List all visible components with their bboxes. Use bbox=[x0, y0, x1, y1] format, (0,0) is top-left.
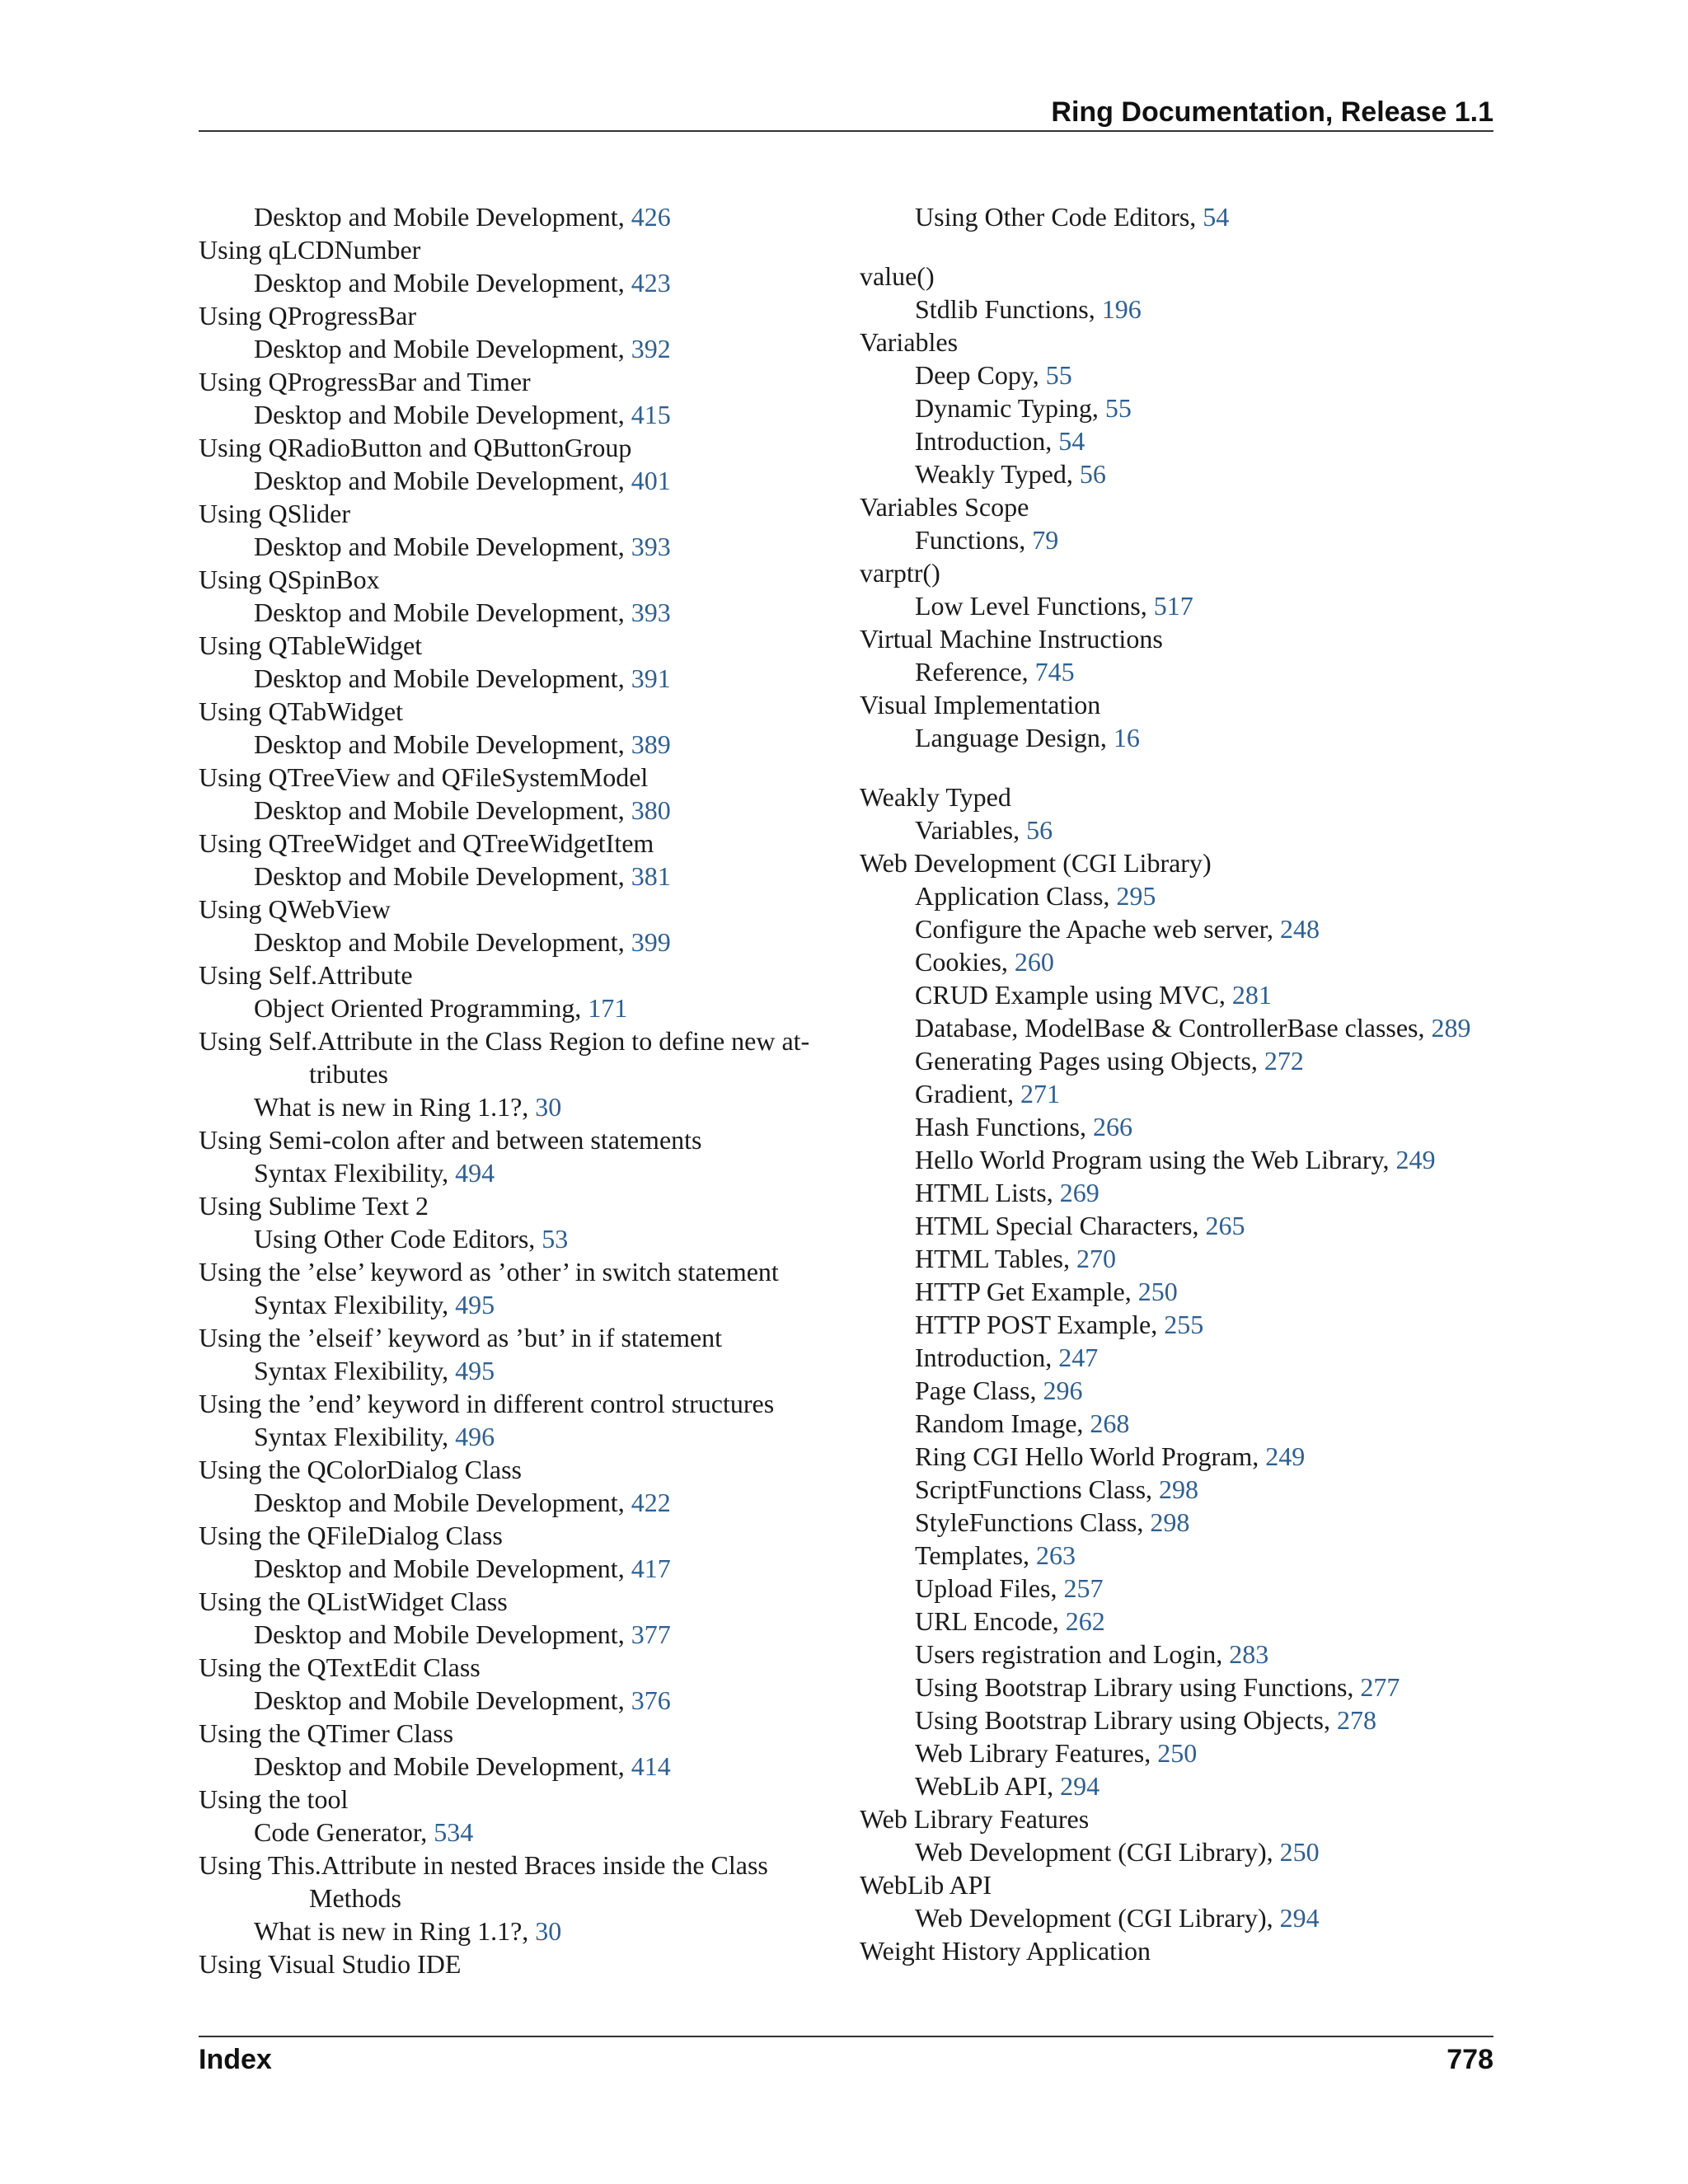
index-entry-text: Desktop and Mobile Development, bbox=[254, 466, 631, 495]
page-link[interactable]: 53 bbox=[542, 1224, 569, 1254]
page-link[interactable]: 272 bbox=[1264, 1046, 1304, 1076]
index-entry-text: Desktop and Mobile Development, bbox=[254, 729, 631, 759]
index-subentry bbox=[199, 1684, 833, 1717]
index-entry-text: What is new in Ring 1.1?, bbox=[254, 1092, 536, 1122]
index-entry-text: Using Visual Studio IDE bbox=[199, 1949, 462, 1979]
index-subentry bbox=[199, 1816, 833, 1849]
index-subentry bbox=[860, 813, 1511, 846]
index-subentry bbox=[199, 1156, 833, 1189]
index-entry bbox=[860, 688, 1511, 721]
index-subentry bbox=[199, 662, 833, 695]
index-entry bbox=[199, 1849, 833, 1882]
page-link[interactable]: 745 bbox=[1034, 657, 1075, 687]
index-subentry bbox=[860, 1176, 1511, 1209]
index-entry bbox=[199, 563, 833, 596]
page-link[interactable]: 414 bbox=[631, 1751, 671, 1781]
index-entry-text: Desktop and Mobile Development, bbox=[254, 334, 631, 363]
index-entry-text: Variables, bbox=[915, 815, 1027, 845]
page-link[interactable]: 294 bbox=[1279, 1903, 1320, 1933]
index-subentry bbox=[860, 721, 1511, 754]
index-entry bbox=[860, 260, 1511, 293]
index-entry bbox=[199, 1453, 833, 1486]
index-subentry bbox=[199, 530, 833, 563]
page-link[interactable]: 422 bbox=[631, 1488, 671, 1517]
index-entry-text: ScriptFunctions Class, bbox=[915, 1474, 1160, 1504]
page-link[interactable]: 30 bbox=[535, 1916, 562, 1946]
page-link[interactable]: 495 bbox=[455, 1290, 495, 1319]
index-subentry bbox=[199, 1750, 833, 1783]
index-entry-text: varptr() bbox=[860, 558, 940, 588]
page-link[interactable]: 54 bbox=[1203, 202, 1230, 232]
index-entry-text: Hello World Program using the Web Library, bbox=[915, 1145, 1396, 1174]
index-entry bbox=[860, 490, 1511, 523]
index-entry-text: Hash Functions, bbox=[915, 1112, 1093, 1141]
page-link[interactable]: 250 bbox=[1137, 1277, 1178, 1306]
index-entry-text: Virtual Machine Instructions bbox=[860, 624, 1163, 654]
page-link[interactable]: 248 bbox=[1280, 914, 1320, 944]
page-link[interactable]: 417 bbox=[631, 1554, 671, 1583]
index-subentry bbox=[199, 1354, 833, 1387]
page-link[interactable]: 496 bbox=[455, 1422, 495, 1451]
index-entry-text: Upload Files, bbox=[915, 1573, 1064, 1603]
page-link[interactable]: 247 bbox=[1058, 1343, 1099, 1372]
index-entry-text: Using QTreeWidget and QTreeWidgetItem bbox=[199, 828, 654, 858]
page-link[interactable]: 262 bbox=[1065, 1606, 1105, 1636]
index-subentry bbox=[199, 1552, 833, 1585]
index-entry-text: Web Development (CGI Library), bbox=[915, 1837, 1280, 1867]
index-subentry bbox=[199, 596, 833, 629]
index-entry-text: Random Image, bbox=[915, 1408, 1090, 1438]
page-link[interactable]: 281 bbox=[1231, 980, 1272, 1010]
index-entry bbox=[860, 1868, 1511, 1901]
running-footer bbox=[199, 2036, 1493, 2076]
index-entry-text: Using Bootstrap Library using Functions, bbox=[915, 1672, 1361, 1702]
index-subentry bbox=[199, 266, 833, 299]
running-header bbox=[199, 92, 1493, 132]
page-link[interactable]: 393 bbox=[631, 598, 671, 627]
index-subentry bbox=[860, 1407, 1511, 1440]
index-entry bbox=[860, 326, 1511, 359]
index-entry bbox=[199, 1189, 833, 1222]
index-subentry bbox=[199, 1486, 833, 1519]
page-link[interactable]: 266 bbox=[1093, 1112, 1132, 1141]
page-link[interactable]: 392 bbox=[631, 334, 671, 363]
index-entry bbox=[199, 1519, 833, 1552]
index-entry-text: HTTP Get Example, bbox=[915, 1277, 1138, 1306]
index-entry-text: Page Class, bbox=[915, 1376, 1043, 1405]
page-link[interactable]: 294 bbox=[1060, 1771, 1100, 1801]
index-entry-text: HTML Lists, bbox=[915, 1178, 1060, 1207]
index-entry-text: Using Self.Attribute bbox=[199, 960, 413, 990]
index-subentry bbox=[860, 1901, 1511, 1934]
index-entry-text: Variables bbox=[860, 327, 959, 357]
index-subentry bbox=[860, 655, 1511, 688]
index-subentry bbox=[860, 1638, 1511, 1671]
index-subentry bbox=[860, 945, 1511, 978]
page-link[interactable]: 269 bbox=[1059, 1178, 1100, 1207]
index-group-gap bbox=[860, 233, 1511, 260]
page-link[interactable]: 54 bbox=[1058, 426, 1085, 456]
index-subentry bbox=[199, 200, 833, 233]
index-subentry bbox=[860, 424, 1511, 457]
index-subentry bbox=[860, 1374, 1511, 1407]
index-entry bbox=[199, 1321, 833, 1354]
index-entry bbox=[199, 695, 833, 728]
index-entry-text: Desktop and Mobile Development, bbox=[254, 202, 631, 232]
index-subentry bbox=[199, 991, 833, 1024]
index-subentry bbox=[860, 978, 1511, 1011]
page-link[interactable]: 260 bbox=[1014, 947, 1054, 977]
index-entry-text: Weight History Application bbox=[860, 1936, 1151, 1966]
page-link[interactable]: 415 bbox=[631, 400, 671, 429]
index-entry-text: WebLib API, bbox=[915, 1771, 1061, 1801]
page-link[interactable]: 196 bbox=[1101, 294, 1142, 324]
index-subentry bbox=[199, 398, 833, 431]
index-entry-text: Code Generator, bbox=[254, 1817, 434, 1847]
index-subentry bbox=[860, 1011, 1511, 1044]
index-entry-text: Using the QListWidget Class bbox=[199, 1586, 508, 1616]
index-entry bbox=[860, 1802, 1511, 1835]
index-entry-text: Desktop and Mobile Development, bbox=[254, 927, 631, 957]
index-entry-text: Syntax Flexibility, bbox=[254, 1158, 456, 1188]
index-entry bbox=[199, 761, 833, 794]
index-entry-text: Using the ’end’ keyword in different control structures bbox=[199, 1389, 775, 1418]
index-entry bbox=[199, 1783, 833, 1816]
index-entry-text: Syntax Flexibility, bbox=[254, 1290, 456, 1319]
index-entry-text: Using QTableWidget bbox=[199, 630, 423, 660]
index-entry-text: Web Development (CGI Library), bbox=[915, 1903, 1280, 1933]
index-entry-text: Using the ’elseif’ keyword as ’but’ in if statement bbox=[199, 1323, 723, 1352]
index-entry bbox=[199, 629, 833, 662]
index-entry bbox=[199, 1387, 833, 1420]
index-entry-text: Desktop and Mobile Development, bbox=[254, 663, 631, 693]
page-link[interactable]: 494 bbox=[455, 1158, 495, 1188]
index-entry-text: Using the QColorDialog Class bbox=[199, 1455, 522, 1484]
index-subentry bbox=[860, 1440, 1511, 1473]
index-subentry bbox=[199, 1420, 833, 1453]
index-entry-text: Cookies, bbox=[915, 947, 1015, 977]
index-entry-text: Introduction, bbox=[915, 1343, 1059, 1372]
index-entry-text: Using Bootstrap Library using Objects, bbox=[915, 1705, 1337, 1735]
index-subentry bbox=[860, 1736, 1511, 1769]
index-subentry bbox=[860, 1769, 1511, 1802]
index-entry-text: Generating Pages using Objects, bbox=[915, 1046, 1264, 1076]
index-subentry bbox=[199, 860, 833, 893]
index-entry-text: Desktop and Mobile Development, bbox=[254, 532, 631, 561]
index-entry-text: Ring CGI Hello World Program, bbox=[915, 1441, 1266, 1471]
page-link[interactable]: 250 bbox=[1279, 1837, 1320, 1867]
index-subentry bbox=[199, 1222, 833, 1255]
index-entry-text: Using the QTimer Class bbox=[199, 1718, 454, 1748]
document-title: Ring Documentation, Release 1.1 bbox=[1051, 96, 1493, 128]
index-subentry bbox=[199, 1288, 833, 1321]
index-subentry bbox=[860, 1275, 1511, 1308]
page-link[interactable]: 263 bbox=[1036, 1540, 1076, 1570]
index-entry bbox=[199, 299, 833, 332]
index-entry-text: Using QSlider bbox=[199, 499, 350, 528]
index-column-left bbox=[199, 200, 833, 1980]
index-entry-text: Introduction, bbox=[915, 426, 1059, 456]
index-entry-text: Using QProgressBar bbox=[199, 301, 416, 330]
index-entry-text: Desktop and Mobile Development, bbox=[254, 795, 631, 825]
index-subentry bbox=[860, 1506, 1511, 1539]
index-entry bbox=[860, 1934, 1511, 1967]
index-entry-continuation bbox=[199, 1057, 833, 1090]
index-entry-text: Templates, bbox=[915, 1540, 1037, 1570]
page-link[interactable]: 265 bbox=[1205, 1211, 1245, 1240]
footer-section: Index bbox=[199, 2044, 272, 2075]
index-entry-text: What is new in Ring 1.1?, bbox=[254, 1916, 536, 1946]
index-entry-text: Desktop and Mobile Development, bbox=[254, 598, 631, 627]
index-entry-text: HTML Special Characters, bbox=[915, 1211, 1206, 1240]
index-entry bbox=[860, 622, 1511, 655]
index-entry-text: Using QSpinBox bbox=[199, 565, 380, 594]
index-entry-text: WebLib API bbox=[860, 1870, 992, 1900]
page-link[interactable]: 56 bbox=[1026, 815, 1053, 845]
index-entry-text: Database, ModelBase & ControllerBase classes, bbox=[915, 1013, 1432, 1043]
page-link[interactable]: 30 bbox=[535, 1092, 562, 1122]
index-entry-text: Using the QTextEdit Class bbox=[199, 1652, 481, 1682]
page-link[interactable]: 277 bbox=[1360, 1672, 1400, 1702]
index-entry bbox=[199, 1123, 833, 1156]
page-link[interactable]: 517 bbox=[1153, 591, 1193, 621]
index-entry-text: Desktop and Mobile Development, bbox=[254, 1554, 631, 1583]
index-entry-text: Reference, bbox=[915, 657, 1035, 687]
index-subentry bbox=[199, 332, 833, 365]
page-link[interactable]: 380 bbox=[631, 795, 671, 825]
index-entry-text: Using Semi-colon after and between statements bbox=[199, 1125, 702, 1155]
page-link[interactable]: 268 bbox=[1090, 1408, 1130, 1438]
index-entry-text: HTTP POST Example, bbox=[915, 1310, 1165, 1339]
index-subentry bbox=[199, 1618, 833, 1651]
index-subentry bbox=[860, 1605, 1511, 1638]
index-entry-text: Weakly Typed, bbox=[915, 459, 1080, 489]
index-entry bbox=[860, 780, 1511, 813]
page-link[interactable]: 376 bbox=[631, 1685, 671, 1715]
index-entry-text: Syntax Flexibility, bbox=[254, 1422, 456, 1451]
index-subentry bbox=[860, 1341, 1511, 1374]
page-link[interactable]: 399 bbox=[631, 927, 671, 957]
index-subentry bbox=[860, 457, 1511, 490]
index-subentry bbox=[860, 1308, 1511, 1341]
index-subentry bbox=[860, 1044, 1511, 1077]
index-entry-text: Users registration and Login, bbox=[915, 1639, 1230, 1669]
index-subentry bbox=[860, 1704, 1511, 1736]
index-entry-text: HTML Tables, bbox=[915, 1244, 1076, 1273]
index-entry-text: Syntax Flexibility, bbox=[254, 1356, 456, 1385]
index-subentry bbox=[199, 1915, 833, 1947]
index-entry-continuation bbox=[199, 1882, 833, 1915]
page-link[interactable]: 289 bbox=[1431, 1013, 1471, 1043]
index-entry-text: Visual Implementation bbox=[860, 690, 1101, 719]
index-entry bbox=[860, 846, 1511, 879]
index-subentry bbox=[860, 1671, 1511, 1704]
index-entry bbox=[199, 1024, 833, 1057]
index-entry-text: Web Library Features bbox=[860, 1804, 1090, 1834]
index-entry bbox=[199, 1947, 833, 1980]
page-link[interactable]: 56 bbox=[1079, 459, 1106, 489]
index-entry-text: Desktop and Mobile Development, bbox=[254, 268, 631, 298]
index-entry-text: Using QTabWidget bbox=[199, 696, 403, 726]
index-entry-text: Desktop and Mobile Development, bbox=[254, 861, 631, 891]
index-entry-text: Desktop and Mobile Development, bbox=[254, 1488, 631, 1517]
index-group-gap bbox=[860, 754, 1511, 780]
index-entry-text: Web Development (CGI Library) bbox=[860, 848, 1212, 878]
index-entry bbox=[199, 827, 833, 860]
page-link[interactable]: 401 bbox=[631, 466, 671, 495]
index-entry bbox=[199, 893, 833, 926]
page-link[interactable]: 250 bbox=[1157, 1738, 1198, 1768]
page-link[interactable]: 271 bbox=[1020, 1079, 1060, 1108]
index-subentry bbox=[860, 1835, 1511, 1868]
index-entry-text: Using Sublime Text 2 bbox=[199, 1191, 429, 1221]
index-entry bbox=[199, 1651, 833, 1684]
index-entry-text: Low Level Functions, bbox=[915, 591, 1154, 621]
index-entry-text: Gradient, bbox=[915, 1079, 1020, 1108]
index-entry-text: Using Other Code Editors, bbox=[915, 202, 1203, 232]
page-link[interactable]: 249 bbox=[1395, 1145, 1436, 1174]
index-entry-text: Using QTreeView and QFileSystemModel bbox=[199, 762, 649, 792]
page-link[interactable]: 295 bbox=[1116, 881, 1156, 911]
page-link[interactable]: 423 bbox=[631, 268, 671, 298]
index-entry-text: Desktop and Mobile Development, bbox=[254, 400, 631, 429]
index-entry-text: Language Design, bbox=[915, 723, 1114, 752]
page-link[interactable]: 377 bbox=[631, 1619, 671, 1649]
index-entry bbox=[199, 1585, 833, 1618]
index-entry bbox=[199, 1717, 833, 1750]
index-entry-text: Using the ’else’ keyword as ’other’ in switch statement bbox=[199, 1257, 779, 1286]
index-entry-text: Methods bbox=[309, 1883, 401, 1913]
page-link[interactable]: 278 bbox=[1336, 1705, 1376, 1735]
index-subentry bbox=[860, 523, 1511, 556]
index-entry-text: Functions, bbox=[915, 525, 1033, 555]
index-entry-text: Using Self.Attribute in the Class Region to define new at- bbox=[199, 1026, 810, 1056]
index-entry-text: Configure the Apache web server, bbox=[915, 914, 1280, 944]
index-entry bbox=[199, 365, 833, 398]
page-link[interactable]: 255 bbox=[1164, 1310, 1204, 1339]
index-entry-text: Application Class, bbox=[915, 881, 1117, 911]
page-link[interactable]: 283 bbox=[1229, 1639, 1269, 1669]
index-entry-text: Using Other Code Editors, bbox=[254, 1224, 542, 1254]
index-subentry bbox=[860, 1242, 1511, 1275]
index-subentry bbox=[860, 589, 1511, 622]
index-entry-text: value() bbox=[860, 261, 935, 291]
page-link[interactable]: 55 bbox=[1045, 360, 1072, 390]
index-entry bbox=[199, 431, 833, 464]
index-subentry bbox=[860, 1110, 1511, 1143]
index-subentry bbox=[860, 293, 1511, 326]
index-entry bbox=[199, 1255, 833, 1288]
page-link[interactable]: 16 bbox=[1113, 723, 1140, 752]
index-entry bbox=[199, 233, 833, 266]
index-entry-text: Desktop and Mobile Development, bbox=[254, 1685, 631, 1715]
index-entry bbox=[199, 497, 833, 530]
index-entry-text: Object Oriented Programming, bbox=[254, 993, 588, 1023]
page-link[interactable]: 426 bbox=[631, 202, 671, 232]
index-subentry bbox=[860, 879, 1511, 912]
index-entry-text: Using This.Attribute in nested Braces inside the Class bbox=[199, 1850, 768, 1880]
page-link[interactable]: 391 bbox=[631, 663, 671, 693]
index-subentry bbox=[860, 359, 1511, 391]
page-link[interactable]: 171 bbox=[588, 993, 628, 1023]
index-entry-text: Stdlib Functions, bbox=[915, 294, 1102, 324]
index-entry-text: Using QRadioButton and QButtonGroup bbox=[199, 433, 632, 462]
index-entry-text: Dynamic Typing, bbox=[915, 393, 1105, 423]
index-entry-text: Web Library Features, bbox=[915, 1738, 1158, 1768]
index-entry-text: Deep Copy, bbox=[915, 360, 1046, 390]
index-subentry bbox=[860, 1209, 1511, 1242]
page-link[interactable]: 249 bbox=[1265, 1441, 1306, 1471]
index-subentry bbox=[199, 794, 833, 827]
index-subentry bbox=[860, 1539, 1511, 1572]
page-link[interactable]: 296 bbox=[1043, 1376, 1083, 1405]
index-subentry bbox=[860, 912, 1511, 945]
index-subentry bbox=[199, 1090, 833, 1123]
index-entry bbox=[199, 958, 833, 991]
index-entry-text: Desktop and Mobile Development, bbox=[254, 1751, 631, 1781]
index-entry bbox=[860, 556, 1511, 589]
index-subentry bbox=[860, 391, 1511, 424]
index-entry-text: tributes bbox=[309, 1059, 388, 1089]
page-link[interactable]: 393 bbox=[631, 532, 671, 561]
page-link[interactable]: 534 bbox=[434, 1817, 474, 1847]
page-link[interactable]: 55 bbox=[1104, 393, 1132, 423]
index-subentry bbox=[860, 1572, 1511, 1605]
index-entry-text: StyleFunctions Class, bbox=[915, 1507, 1151, 1537]
index-subentry bbox=[860, 1473, 1511, 1506]
index-entry-text: Weakly Typed bbox=[860, 782, 1011, 812]
index-entry-text: Using QProgressBar and Timer bbox=[199, 367, 531, 396]
index-entry-text: Using the tool bbox=[199, 1784, 349, 1814]
index-subentry bbox=[860, 1077, 1511, 1110]
index-entry-text: Variables Scope bbox=[860, 492, 1029, 522]
index-subentry bbox=[199, 464, 833, 497]
index-entry-text: Using qLCDNumber bbox=[199, 235, 421, 265]
index-subentry bbox=[860, 1143, 1511, 1176]
page-link[interactable]: 389 bbox=[631, 729, 671, 759]
page-link[interactable]: 381 bbox=[631, 861, 671, 891]
index-column-right bbox=[860, 200, 1511, 1967]
page-link[interactable]: 270 bbox=[1076, 1244, 1116, 1273]
page-link[interactable]: 495 bbox=[455, 1356, 495, 1385]
page-number: 778 bbox=[1447, 2044, 1493, 2075]
index-subentry bbox=[199, 728, 833, 761]
index-entry-text: Desktop and Mobile Development, bbox=[254, 1619, 631, 1649]
index-entry-text: CRUD Example using MVC, bbox=[915, 980, 1232, 1010]
index-entry-text: URL Encode, bbox=[915, 1606, 1066, 1636]
index-subentry bbox=[860, 200, 1511, 233]
page-link[interactable]: 257 bbox=[1063, 1573, 1104, 1603]
index-entry-text: Using QWebView bbox=[199, 894, 391, 924]
page-link[interactable]: 298 bbox=[1159, 1474, 1199, 1504]
page-link[interactable]: 298 bbox=[1150, 1507, 1190, 1537]
index-subentry bbox=[199, 926, 833, 958]
page-link[interactable]: 79 bbox=[1032, 525, 1059, 555]
index-entry-text: Using the QFileDialog Class bbox=[199, 1521, 503, 1550]
